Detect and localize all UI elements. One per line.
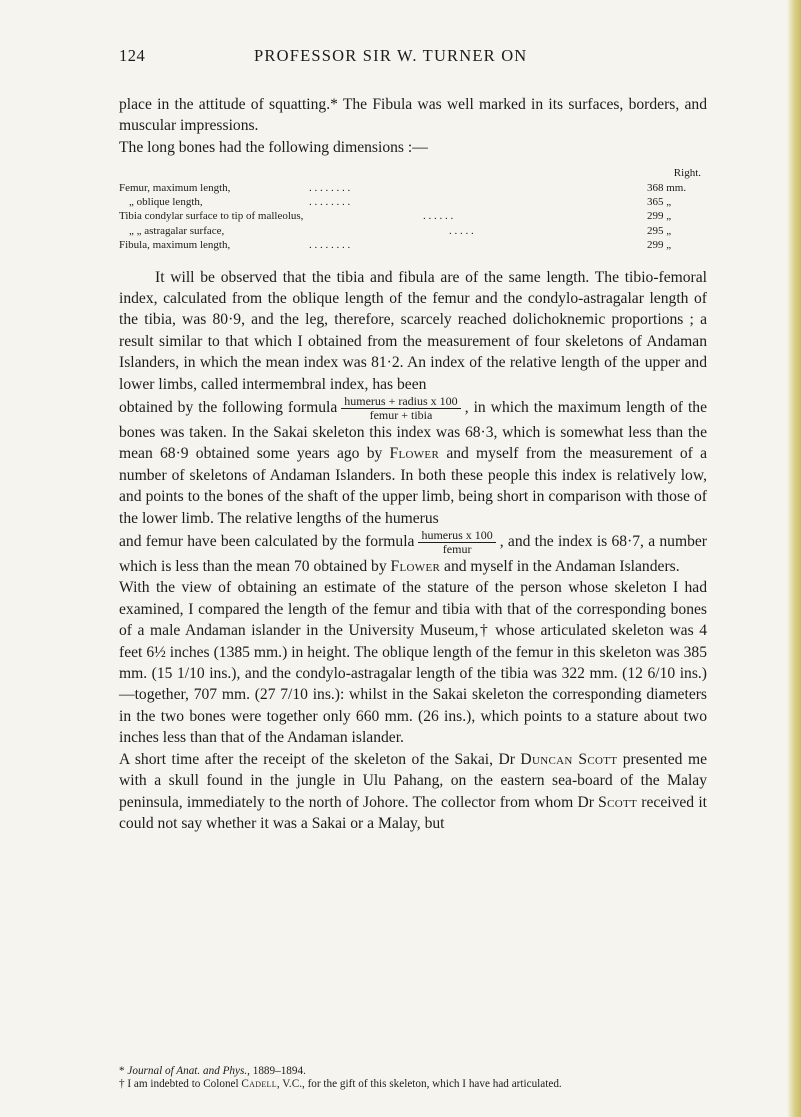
table-row bbox=[119, 238, 707, 252]
paragraph-7 bbox=[119, 749, 707, 835]
page-edge-shadow bbox=[787, 0, 801, 1117]
table-column-header: Right. bbox=[673, 167, 701, 180]
paragraph-5 bbox=[119, 529, 707, 577]
formula-numerator: humerus x 100 bbox=[418, 529, 495, 543]
paragraph-4 bbox=[119, 395, 707, 529]
footnote-2-text: † I am indebted to Colonel bbox=[119, 1078, 242, 1091]
paragraph-5-text: , and the index is 68·7, a number which is less than the mean 70 obtained by bbox=[119, 533, 707, 576]
footnote-2 bbox=[119, 1078, 719, 1091]
table-row bbox=[119, 209, 707, 223]
paragraph-4-text: , in which the maximum length of the bones was taken. In the Sakai skeleton this index was 68·3, which is somewhat less than the mean 68·9 obtained some years ago by bbox=[119, 399, 707, 463]
table-row-leader: . . . . . . . . bbox=[309, 181, 351, 194]
formula-intro: and femur have been calculated by the formula bbox=[119, 533, 415, 551]
table-row bbox=[119, 224, 707, 238]
paragraph-1: place in the attitude of squatting.* The Fibula was well marked in its surfaces, borders, and muscular impressions. bbox=[119, 96, 707, 135]
humero-femoral-formula bbox=[418, 529, 495, 556]
table-row-value: 365 „ bbox=[647, 196, 672, 208]
paragraph-6: With the view of obtaining an estimate of the stature of the person whose skeleton I had examined, I compared the length of the femur and tibia with that of the corresponding bones of a male Andaman islander in the University Museum,† whose articulated skeleton was 4 feet 6½ inches (1385 mm.) in height. The oblique length of the femur in this skeleton was 385 mm. (15 1/10 ins.), and the condylo-astragalar length of the tibia was 322 mm. (12 6/10 ins.)—together, 707 mm. (27 7/10 ins.): whilst in the Sakai skeleton the corresponding diameters in the two bones were together only 660 mm. (26 ins.), which points to a stature about two inches less than that of the Andaman islander. bbox=[119, 579, 707, 747]
table-row-leader: . . . . . . bbox=[423, 210, 454, 223]
author-name: Flower bbox=[390, 558, 441, 576]
table-row-value: 299 „ bbox=[647, 210, 672, 223]
person-name: Scott bbox=[598, 793, 638, 811]
table-row-value: 295 „ bbox=[647, 224, 672, 237]
dimensions-table bbox=[119, 166, 707, 252]
formula-denominator: femur bbox=[442, 542, 472, 557]
formula-numerator: humerus + radius x 100 bbox=[341, 395, 460, 409]
paragraph-3: It will be observed that the tibia and fibula are of the same length. The tibio-femoral index, calculated from the oblique length of the femur and the condylo-astragalar length of the tibia, was 80·9, and the leg, therefore, scarcely reached dolichoknemic proportions ; a result similar to that which I obtained from the measurement of four skeletons of Andaman Islanders, in which the mean index was 81·2. An index of the relative length of the upper and lower limbs, called intermembral index, has been bbox=[119, 268, 707, 393]
paragraph-7-text: A short time after the receipt of the skeleton of the Sakai, Dr bbox=[119, 750, 521, 768]
author-name: Flower bbox=[389, 445, 440, 463]
table-row-label: Fibula, maximum length, bbox=[119, 239, 231, 252]
paragraph-7-text-end: received it could not say whether it was a Sakai or a Malay, but bbox=[119, 793, 707, 832]
table-row-label: Femur, maximum length, bbox=[119, 181, 231, 194]
table-row-value: 368 mm. bbox=[647, 181, 687, 194]
footnote-2-text-end: , V.C., for the gift of this skeleton, which I have had articulated. bbox=[276, 1078, 562, 1091]
table-row-leader: . . . . . bbox=[449, 224, 474, 237]
footnote-1 bbox=[119, 1065, 719, 1078]
paragraph-4-text-end: and myself from the measurement of a number of skeletons of Andaman Islanders. In both these people this index is relatively low, and points to the bones of the shaft of the upper limb, being short in comparison with those of the lower limb. The relative lengths of the humerus bbox=[119, 445, 707, 527]
running-title: PROFESSOR SIR W. TURNER ON bbox=[254, 46, 528, 65]
person-name: Cadell bbox=[241, 1078, 277, 1091]
table-row-label: „ oblique length, bbox=[129, 196, 203, 208]
footnote-1-text: , 1889–1894. bbox=[247, 1065, 306, 1077]
page-body bbox=[119, 94, 707, 834]
page-number: 124 bbox=[119, 46, 146, 65]
table-row bbox=[119, 195, 707, 209]
table-row-value: 299 „ bbox=[647, 239, 672, 252]
intermembral-formula bbox=[341, 395, 460, 422]
page-header bbox=[0, 46, 801, 70]
table-row-label: Tibia condylar surface to tip of malleolus, bbox=[119, 210, 304, 223]
journal-title: Journal of Anat. and Phys. bbox=[127, 1065, 248, 1077]
footnote-mark: * bbox=[119, 1065, 128, 1077]
table-row-leader: . . . . . . . . bbox=[309, 239, 351, 252]
formula-denominator: femur + tibia bbox=[369, 408, 433, 422]
paragraph-5-text-end: and myself in the Andaman Islanders. bbox=[440, 558, 680, 576]
table-row-label: „ „ astragalar surface, bbox=[129, 224, 225, 237]
paragraph-2: The long bones had the following dimensions :— bbox=[119, 138, 428, 156]
footnotes bbox=[119, 1065, 719, 1092]
person-name: Duncan Scott bbox=[520, 750, 618, 768]
paragraph-7-text-middle: presented me with a skull found in the jungle in Ulu Pahang, on the eastern sea-board of the Malay peninsula, immediately to the north of Johore. The collector from whom Dr bbox=[119, 750, 707, 811]
formula-intro: obtained by the following formula bbox=[119, 399, 338, 417]
table-row bbox=[119, 181, 707, 195]
table-row-leader: . . . . . . . . bbox=[309, 196, 351, 208]
